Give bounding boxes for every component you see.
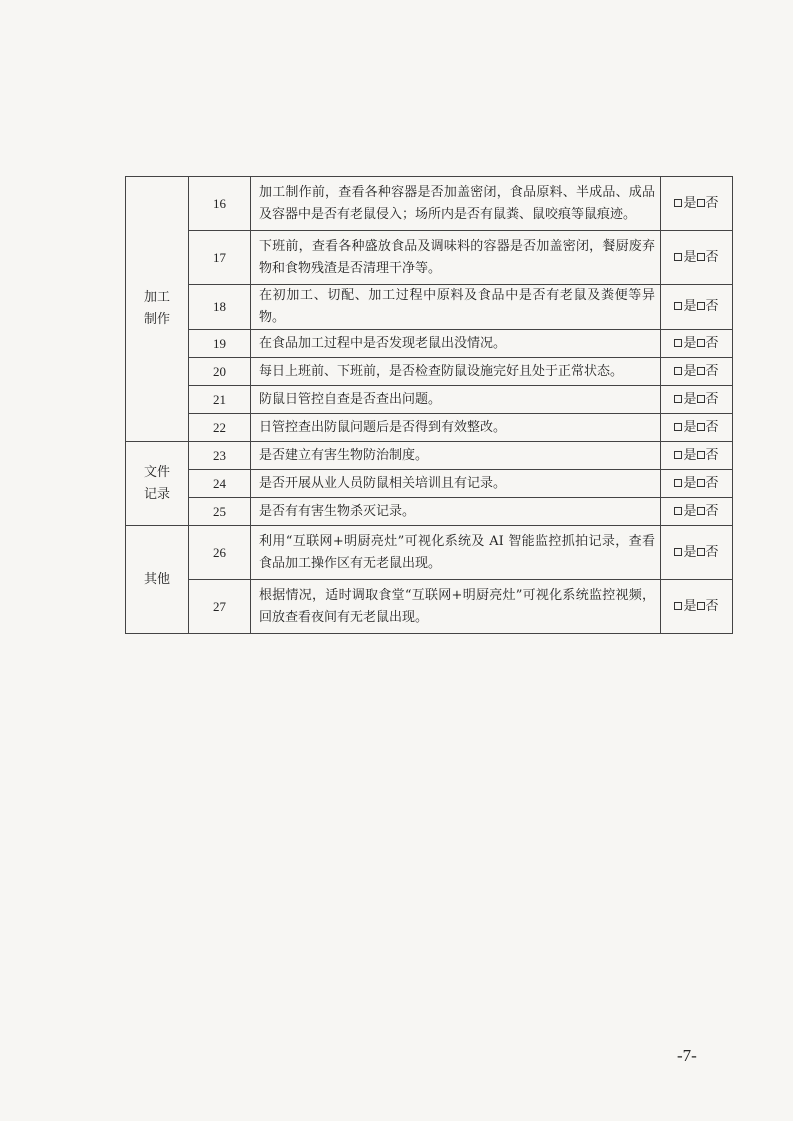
table-row — [126, 177, 733, 231]
no-checkbox[interactable] — [697, 339, 705, 347]
yes-label: 是 — [683, 249, 697, 265]
row-number: 18 — [189, 285, 251, 330]
yes-label: 是 — [683, 335, 697, 351]
category-line: 文件 — [143, 464, 170, 480]
table-row — [126, 386, 733, 414]
no-label: 否 — [705, 475, 719, 491]
yes-no-options — [661, 442, 733, 470]
row-number: 27 — [189, 580, 251, 634]
row-number: 23 — [189, 442, 251, 470]
row-number: 19 — [189, 330, 251, 358]
yes-no-options — [661, 285, 733, 330]
no-checkbox[interactable] — [697, 602, 705, 610]
yes-no-options — [661, 414, 733, 442]
check-item-text: 是否有有害生物杀灭记录。 — [251, 498, 661, 526]
yes-no-options — [661, 498, 733, 526]
yes-checkbox[interactable] — [674, 548, 682, 556]
check-item-text: 日管控查出防鼠问题后是否得到有效整改。 — [251, 414, 661, 442]
yes-label: 是 — [683, 391, 697, 407]
table-row — [126, 330, 733, 358]
yes-checkbox[interactable] — [674, 367, 682, 375]
row-number: 24 — [189, 470, 251, 498]
no-checkbox[interactable] — [697, 451, 705, 459]
no-checkbox[interactable] — [697, 423, 705, 431]
category-line: 其他 — [143, 571, 170, 587]
row-number: 17 — [189, 231, 251, 285]
no-label: 否 — [705, 503, 719, 519]
yes-label: 是 — [683, 363, 697, 379]
table-row — [126, 526, 733, 580]
yes-no-options — [661, 358, 733, 386]
check-item-text: 在初加工、切配、加工过程中原料及食品中是否有老鼠及粪便等异物。 — [251, 285, 661, 330]
yes-no-options — [661, 330, 733, 358]
row-number: 22 — [189, 414, 251, 442]
yes-checkbox[interactable] — [674, 479, 682, 487]
no-checkbox[interactable] — [697, 199, 705, 207]
no-checkbox[interactable] — [697, 395, 705, 403]
category-cell — [126, 177, 189, 442]
yes-checkbox[interactable] — [674, 451, 682, 459]
no-label: 否 — [705, 544, 719, 560]
row-number: 21 — [189, 386, 251, 414]
category-cell — [126, 526, 189, 634]
row-number: 16 — [189, 177, 251, 231]
yes-checkbox[interactable] — [674, 507, 682, 515]
yes-label: 是 — [683, 419, 697, 435]
check-item-text: 加工制作前，查看各种容器是否加盖密闭，食品原料、半成品、成品及容器中是否有老鼠侵入；场所内是否有鼠粪、鼠咬痕等鼠痕迹。 — [251, 177, 661, 231]
yes-label: 是 — [683, 503, 697, 519]
inspection-checklist-table — [125, 176, 733, 634]
no-label: 否 — [705, 391, 719, 407]
yes-checkbox[interactable] — [674, 339, 682, 347]
yes-checkbox[interactable] — [674, 302, 682, 310]
table-row — [126, 231, 733, 285]
category-line: 加工 — [143, 290, 170, 305]
no-label: 否 — [705, 419, 719, 435]
yes-checkbox[interactable] — [674, 395, 682, 403]
yes-no-options — [661, 231, 733, 285]
table-row — [126, 580, 733, 634]
category-line: 制作 — [143, 312, 170, 327]
no-checkbox[interactable] — [697, 507, 705, 515]
no-label: 否 — [705, 299, 719, 314]
yes-checkbox[interactable] — [674, 199, 682, 207]
yes-no-options — [661, 177, 733, 231]
check-item-text: 根据情况，适时调取食堂“互联网+明厨亮灶”可视化系统监控视频，回放查看夜间有无老鼠出现。 — [251, 580, 661, 634]
yes-label: 是 — [683, 195, 697, 211]
category-line: 记录 — [143, 486, 170, 502]
category-cell — [126, 442, 189, 526]
check-item-text: 是否建立有害生物防治制度。 — [251, 442, 661, 470]
no-label: 否 — [705, 363, 719, 379]
yes-no-options — [661, 386, 733, 414]
check-item-text: 利用“互联网+明厨亮灶”可视化系统及 AI 智能监控抓拍记录，查看食品加工操作区有无老鼠出现。 — [251, 526, 661, 580]
no-checkbox[interactable] — [697, 548, 705, 556]
check-item-text: 每日上班前、下班前，是否检查防鼠设施完好且处于正常状态。 — [251, 358, 661, 386]
yes-label: 是 — [683, 475, 697, 491]
row-number: 26 — [189, 526, 251, 580]
table-row — [126, 470, 733, 498]
yes-checkbox[interactable] — [674, 253, 682, 261]
row-number: 25 — [189, 498, 251, 526]
no-label: 否 — [705, 447, 719, 463]
check-item-text: 下班前，查看各种盛放食品及调味料的容器是否加盖密闭，餐厨废弃物和食物残渣是否清理干净等。 — [251, 231, 661, 285]
no-checkbox[interactable] — [697, 367, 705, 375]
no-label: 否 — [705, 335, 719, 351]
check-item-text: 是否开展从业人员防鼠相关培训且有记录。 — [251, 470, 661, 498]
yes-label: 是 — [683, 447, 697, 463]
yes-no-options — [661, 526, 733, 580]
yes-checkbox[interactable] — [674, 423, 682, 431]
no-label: 否 — [705, 195, 719, 211]
yes-label: 是 — [683, 598, 697, 614]
table-row — [126, 414, 733, 442]
check-item-text: 在食品加工过程中是否发现老鼠出没情况。 — [251, 330, 661, 358]
row-number: 20 — [189, 358, 251, 386]
table-row — [126, 498, 733, 526]
page-number: -7- — [677, 1046, 697, 1065]
table-row — [126, 442, 733, 470]
table-row — [126, 358, 733, 386]
yes-label: 是 — [683, 299, 697, 314]
no-checkbox[interactable] — [697, 479, 705, 487]
no-checkbox[interactable] — [697, 302, 705, 310]
yes-checkbox[interactable] — [674, 602, 682, 610]
no-label: 否 — [705, 598, 719, 614]
yes-no-options — [661, 470, 733, 498]
yes-label: 是 — [683, 544, 697, 560]
no-label: 否 — [705, 249, 719, 265]
yes-no-options — [661, 580, 733, 634]
check-item-text: 防鼠日管控自查是否查出问题。 — [251, 386, 661, 414]
table-row — [126, 285, 733, 330]
no-checkbox[interactable] — [697, 253, 705, 261]
